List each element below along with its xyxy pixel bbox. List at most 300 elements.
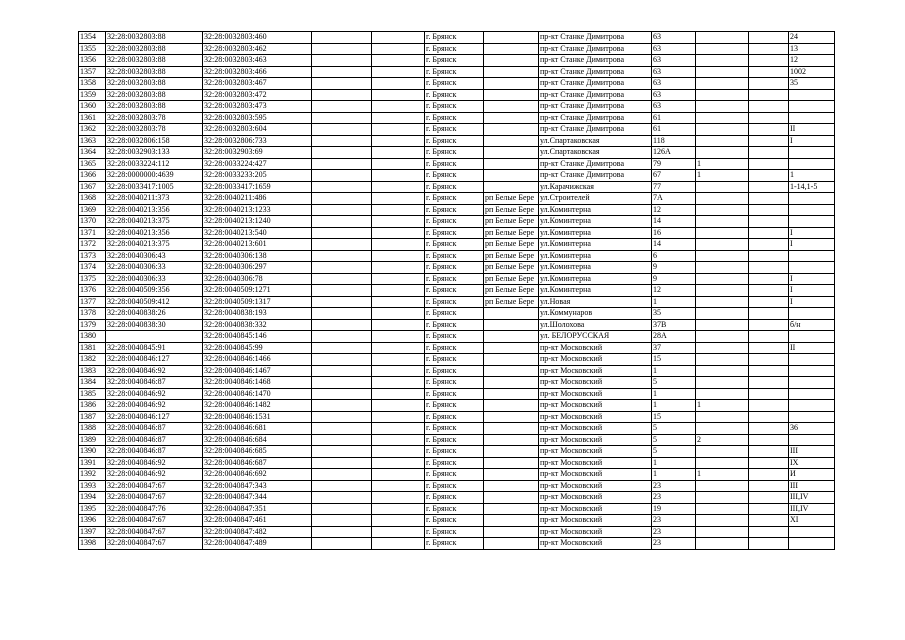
cell-row-number: 1384 (79, 377, 106, 389)
cell-corpus (749, 262, 789, 274)
cell-empty-col-5 (372, 250, 425, 262)
table-row (79, 147, 835, 159)
cell-premises: I (789, 135, 835, 147)
cell-row-number: 1385 (79, 388, 106, 400)
cell-empty-col-4 (312, 66, 372, 78)
cell-settlement (484, 112, 539, 124)
cell-premises: I (789, 285, 835, 297)
cell-row-number: 1394 (79, 492, 106, 504)
cell-empty-col-5 (372, 480, 425, 492)
cell-settlement: рп Белые Бере (484, 262, 539, 274)
cell-object-cadastral-number: 32:28:0040213:1233 (203, 204, 312, 216)
cell-premises: 1-14,1-5 (789, 181, 835, 193)
cell-corpus (749, 78, 789, 90)
cell-parcel-cadastral-number: 32:28:0040213:375 (106, 216, 203, 228)
cell-parcel-cadastral-number: 32:28:0040847:67 (106, 515, 203, 527)
cell-city: г. Брянск (425, 78, 484, 90)
cell-settlement (484, 492, 539, 504)
table-row (79, 43, 835, 55)
cell-empty-col-5 (372, 377, 425, 389)
cell-corpus (749, 273, 789, 285)
cell-city: г. Брянск (425, 101, 484, 113)
cell-premises: XI (789, 515, 835, 527)
cell-building (696, 204, 749, 216)
cell-empty-col-4 (312, 423, 372, 435)
cell-empty-col-4 (312, 124, 372, 136)
cell-settlement (484, 365, 539, 377)
cell-house-number: 12 (652, 285, 696, 297)
cell-object-cadastral-number: 32:28:0040846:1470 (203, 388, 312, 400)
cell-street: пр-кт Станке Димитрова (539, 55, 652, 67)
cell-corpus (749, 526, 789, 538)
cell-object-cadastral-number: 32:28:0040846:1531 (203, 411, 312, 423)
cell-building (696, 285, 749, 297)
cell-city: г. Брянск (425, 66, 484, 78)
table-row (79, 124, 835, 136)
cell-city: г. Брянск (425, 480, 484, 492)
cell-corpus (749, 193, 789, 205)
cell-row-number: 1392 (79, 469, 106, 481)
cell-street: пр-кт Московский (539, 480, 652, 492)
cell-house-number: 9 (652, 262, 696, 274)
cell-empty-col-5 (372, 32, 425, 44)
cell-city: г. Брянск (425, 388, 484, 400)
cell-house-number: 126А (652, 147, 696, 159)
cell-house-number: 1 (652, 388, 696, 400)
table-row (79, 273, 835, 285)
cell-settlement (484, 158, 539, 170)
cell-empty-col-5 (372, 365, 425, 377)
cell-row-number: 1391 (79, 457, 106, 469)
cell-row-number: 1389 (79, 434, 106, 446)
cell-corpus (749, 204, 789, 216)
cell-city: г. Брянск (425, 296, 484, 308)
cell-premises: б/н (789, 319, 835, 331)
cell-city: г. Брянск (425, 492, 484, 504)
cell-street: ул.Коминтерна (539, 239, 652, 251)
cell-settlement: рп Белые Бере (484, 204, 539, 216)
cell-empty-col-4 (312, 308, 372, 320)
cell-object-cadastral-number: 32:28:0040846:681 (203, 423, 312, 435)
cell-city: г. Брянск (425, 503, 484, 515)
cell-corpus (749, 124, 789, 136)
table-row (79, 377, 835, 389)
cell-house-number: 35 (652, 308, 696, 320)
cell-corpus (749, 446, 789, 458)
cell-object-cadastral-number: 32:28:0040847:461 (203, 515, 312, 527)
cell-street: ул.Спартаковская (539, 135, 652, 147)
cell-city: г. Брянск (425, 43, 484, 55)
cell-settlement (484, 377, 539, 389)
cell-street: пр-кт Станке Димитрова (539, 112, 652, 124)
cell-empty-col-4 (312, 55, 372, 67)
cell-corpus (749, 480, 789, 492)
cell-city: г. Брянск (425, 308, 484, 320)
cell-building (696, 216, 749, 228)
cell-empty-col-5 (372, 204, 425, 216)
cell-street: пр-кт Московский (539, 411, 652, 423)
cell-premises (789, 411, 835, 423)
cell-city: г. Брянск (425, 170, 484, 182)
cell-empty-col-5 (372, 239, 425, 251)
cell-street: ул.Коминтерна (539, 250, 652, 262)
cell-row-number: 1367 (79, 181, 106, 193)
cell-row-number: 1398 (79, 538, 106, 550)
cell-settlement: рп Белые Бере (484, 296, 539, 308)
cell-settlement (484, 434, 539, 446)
cell-city: г. Брянск (425, 273, 484, 285)
cell-house-number: 77 (652, 181, 696, 193)
cell-parcel-cadastral-number: 32:28:0032803:88 (106, 43, 203, 55)
cell-row-number: 1366 (79, 170, 106, 182)
cell-building (696, 308, 749, 320)
cell-house-number: 63 (652, 32, 696, 44)
cell-empty-col-5 (372, 388, 425, 400)
cell-house-number: 19 (652, 503, 696, 515)
cell-empty-col-4 (312, 147, 372, 159)
cell-empty-col-5 (372, 469, 425, 481)
cell-empty-col-4 (312, 262, 372, 274)
cell-parcel-cadastral-number: 32:28:0032806:158 (106, 135, 203, 147)
cell-city: г. Брянск (425, 469, 484, 481)
cell-object-cadastral-number: 32:28:0032803:604 (203, 124, 312, 136)
cell-building (696, 147, 749, 159)
cell-object-cadastral-number: 32:28:0032803:467 (203, 78, 312, 90)
cell-parcel-cadastral-number: 32:28:0032803:88 (106, 78, 203, 90)
table-row (79, 434, 835, 446)
cell-premises (789, 147, 835, 159)
cell-city: г. Брянск (425, 227, 484, 239)
table-row (79, 285, 835, 297)
cell-corpus (749, 66, 789, 78)
cell-premises: 24 (789, 32, 835, 44)
cell-settlement (484, 411, 539, 423)
cell-building (696, 43, 749, 55)
cell-empty-col-4 (312, 411, 372, 423)
cell-settlement (484, 342, 539, 354)
cell-empty-col-5 (372, 423, 425, 435)
cell-object-cadastral-number: 32:28:0040847:344 (203, 492, 312, 504)
cell-corpus (749, 365, 789, 377)
cell-row-number: 1362 (79, 124, 106, 136)
cell-row-number: 1380 (79, 331, 106, 343)
cell-empty-col-4 (312, 135, 372, 147)
cell-house-number: 5 (652, 423, 696, 435)
cell-street: ул.Новая (539, 296, 652, 308)
cell-parcel-cadastral-number: 32:28:0040213:356 (106, 204, 203, 216)
cell-city: г. Брянск (425, 342, 484, 354)
cell-corpus (749, 331, 789, 343)
cell-premises (789, 377, 835, 389)
cell-building (696, 492, 749, 504)
cell-city: г. Брянск (425, 193, 484, 205)
cell-settlement (484, 55, 539, 67)
cell-row-number: 1396 (79, 515, 106, 527)
cell-row-number: 1377 (79, 296, 106, 308)
cell-parcel-cadastral-number: 32:28:0040846:127 (106, 354, 203, 366)
cell-street: ул.Карачижская (539, 181, 652, 193)
registry-table (78, 31, 835, 550)
cell-empty-col-5 (372, 354, 425, 366)
cell-building (696, 503, 749, 515)
cell-city: г. Брянск (425, 239, 484, 251)
cell-object-cadastral-number: 32:28:0040306:297 (203, 262, 312, 274)
cell-empty-col-4 (312, 89, 372, 101)
cell-empty-col-5 (372, 216, 425, 228)
cell-building: 1 (696, 400, 749, 412)
cell-parcel-cadastral-number: 32:28:0040211:373 (106, 193, 203, 205)
cell-object-cadastral-number: 32:28:0040509:1271 (203, 285, 312, 297)
cell-object-cadastral-number: 32:28:0032803:466 (203, 66, 312, 78)
cell-row-number: 1363 (79, 135, 106, 147)
cell-house-number: 15 (652, 411, 696, 423)
table-row (79, 331, 835, 343)
cell-premises (789, 434, 835, 446)
cell-empty-col-4 (312, 400, 372, 412)
cell-building (696, 32, 749, 44)
table-row (79, 239, 835, 251)
cell-empty-col-4 (312, 365, 372, 377)
cell-settlement (484, 354, 539, 366)
cell-corpus (749, 354, 789, 366)
table-row (79, 66, 835, 78)
cell-city: г. Брянск (425, 526, 484, 538)
cell-parcel-cadastral-number: 32:28:0040847:67 (106, 492, 203, 504)
cell-house-number: 23 (652, 526, 696, 538)
cell-corpus (749, 388, 789, 400)
cell-parcel-cadastral-number: 32:28:0040846:87 (106, 423, 203, 435)
cell-row-number: 1360 (79, 101, 106, 113)
cell-building (696, 354, 749, 366)
cell-premises (789, 204, 835, 216)
cell-house-number: 6 (652, 250, 696, 262)
cell-corpus (749, 457, 789, 469)
cell-object-cadastral-number: 32:28:0033224:427 (203, 158, 312, 170)
cell-object-cadastral-number: 32:28:0032803:595 (203, 112, 312, 124)
cell-empty-col-5 (372, 296, 425, 308)
cell-row-number: 1390 (79, 446, 106, 458)
cell-object-cadastral-number: 32:28:0033233:205 (203, 170, 312, 182)
cell-empty-col-4 (312, 526, 372, 538)
cell-house-number: 67 (652, 170, 696, 182)
cell-row-number: 1358 (79, 78, 106, 90)
cell-empty-col-4 (312, 331, 372, 343)
cell-corpus (749, 101, 789, 113)
cell-house-number: 37 (652, 342, 696, 354)
cell-house-number: 61 (652, 112, 696, 124)
cell-premises: III (789, 446, 835, 458)
table-row (79, 492, 835, 504)
cell-premises: III,IV (789, 503, 835, 515)
table-row (79, 204, 835, 216)
cell-premises (789, 400, 835, 412)
table-row (79, 411, 835, 423)
cell-parcel-cadastral-number: 32:28:0032803:78 (106, 112, 203, 124)
cell-city: г. Брянск (425, 446, 484, 458)
table-row (79, 319, 835, 331)
table-row (79, 170, 835, 182)
cell-corpus (749, 342, 789, 354)
table-row (79, 55, 835, 67)
cell-settlement (484, 124, 539, 136)
cell-empty-col-5 (372, 89, 425, 101)
cell-corpus (749, 55, 789, 67)
cell-house-number: 23 (652, 515, 696, 527)
cell-corpus (749, 239, 789, 251)
cell-corpus (749, 434, 789, 446)
table-row (79, 365, 835, 377)
cell-corpus (749, 492, 789, 504)
cell-empty-col-5 (372, 112, 425, 124)
cell-street: ул.Коминтерна (539, 204, 652, 216)
cell-parcel-cadastral-number: 32:28:0040846:92 (106, 469, 203, 481)
cell-city: г. Брянск (425, 32, 484, 44)
cell-row-number: 1382 (79, 354, 106, 366)
cell-settlement (484, 388, 539, 400)
cell-row-number: 1372 (79, 239, 106, 251)
cell-premises: 12 (789, 55, 835, 67)
cell-street: пр-кт Московский (539, 469, 652, 481)
cell-row-number: 1359 (79, 89, 106, 101)
cell-corpus (749, 503, 789, 515)
cell-parcel-cadastral-number: 32:28:0032803:78 (106, 124, 203, 136)
cell-house-number: 1 (652, 365, 696, 377)
cell-settlement (484, 170, 539, 182)
cell-building (696, 112, 749, 124)
cell-parcel-cadastral-number: 32:28:0040846:92 (106, 388, 203, 400)
cell-street: ул. БЕЛОРУССКАЯ (539, 331, 652, 343)
cell-object-cadastral-number: 32:28:0040847:482 (203, 526, 312, 538)
cell-city: г. Брянск (425, 124, 484, 136)
cell-street: пр-кт Станке Димитрова (539, 124, 652, 136)
table-row (79, 78, 835, 90)
cell-parcel-cadastral-number (106, 331, 203, 343)
cell-city: г. Брянск (425, 89, 484, 101)
cell-empty-col-4 (312, 480, 372, 492)
cell-building (696, 526, 749, 538)
cell-parcel-cadastral-number: 32:28:0033224:112 (106, 158, 203, 170)
cell-settlement (484, 319, 539, 331)
cell-corpus (749, 538, 789, 550)
table-row (79, 515, 835, 527)
cell-empty-col-5 (372, 262, 425, 274)
cell-premises (789, 354, 835, 366)
cell-empty-col-5 (372, 227, 425, 239)
cell-city: г. Брянск (425, 147, 484, 159)
cell-city: г. Брянск (425, 181, 484, 193)
cell-empty-col-4 (312, 216, 372, 228)
cell-object-cadastral-number: 32:28:0040211:486 (203, 193, 312, 205)
cell-building (696, 331, 749, 343)
cell-building (696, 78, 749, 90)
cell-street: ул.Коминтерна (539, 216, 652, 228)
cell-street: пр-кт Московский (539, 377, 652, 389)
cell-corpus (749, 319, 789, 331)
cell-city: г. Брянск (425, 135, 484, 147)
cell-parcel-cadastral-number: 32:28:0032803:88 (106, 32, 203, 44)
cell-empty-col-4 (312, 285, 372, 297)
cell-corpus (749, 135, 789, 147)
cell-settlement (484, 538, 539, 550)
cell-street: пр-кт Московский (539, 446, 652, 458)
cell-parcel-cadastral-number: 32:28:0032803:88 (106, 66, 203, 78)
cell-empty-col-4 (312, 250, 372, 262)
table-row (79, 32, 835, 44)
cell-parcel-cadastral-number: 32:28:0000000:4639 (106, 170, 203, 182)
cell-premises: I (789, 239, 835, 251)
cell-empty-col-5 (372, 492, 425, 504)
cell-empty-col-5 (372, 158, 425, 170)
cell-row-number: 1387 (79, 411, 106, 423)
cell-empty-col-4 (312, 296, 372, 308)
cell-empty-col-5 (372, 66, 425, 78)
cell-premises (789, 388, 835, 400)
cell-city: г. Брянск (425, 365, 484, 377)
cell-house-number: 15 (652, 354, 696, 366)
cell-empty-col-5 (372, 273, 425, 285)
cell-empty-col-5 (372, 135, 425, 147)
cell-settlement (484, 308, 539, 320)
cell-city: г. Брянск (425, 538, 484, 550)
cell-corpus (749, 400, 789, 412)
cell-settlement (484, 423, 539, 435)
table-row (79, 480, 835, 492)
cell-building (696, 538, 749, 550)
cell-empty-col-5 (372, 193, 425, 205)
cell-house-number: 63 (652, 55, 696, 67)
cell-house-number: 23 (652, 492, 696, 504)
cell-building (696, 193, 749, 205)
cell-premises (789, 112, 835, 124)
cell-premises: I (789, 273, 835, 285)
cell-parcel-cadastral-number: 32:28:0040306:33 (106, 262, 203, 274)
cell-empty-col-4 (312, 492, 372, 504)
cell-empty-col-4 (312, 78, 372, 90)
cell-empty-col-5 (372, 342, 425, 354)
cell-row-number: 1397 (79, 526, 106, 538)
cell-row-number: 1395 (79, 503, 106, 515)
cell-street: пр-кт Станке Димитрова (539, 158, 652, 170)
cell-city: г. Брянск (425, 204, 484, 216)
cell-empty-col-4 (312, 446, 372, 458)
cell-object-cadastral-number: 32:28:0032803:463 (203, 55, 312, 67)
cell-parcel-cadastral-number: 32:28:0040846:92 (106, 400, 203, 412)
cell-empty-col-5 (372, 446, 425, 458)
cell-city: г. Брянск (425, 112, 484, 124)
cell-settlement (484, 78, 539, 90)
cell-settlement: рп Белые Бере (484, 250, 539, 262)
cell-row-number: 1374 (79, 262, 106, 274)
cell-building (696, 423, 749, 435)
cell-empty-col-4 (312, 354, 372, 366)
cell-city: г. Брянск (425, 319, 484, 331)
table-row (79, 308, 835, 320)
cell-house-number: 118 (652, 135, 696, 147)
cell-parcel-cadastral-number: 32:28:0040509:356 (106, 285, 203, 297)
cell-empty-col-5 (372, 319, 425, 331)
cell-parcel-cadastral-number: 32:28:0032803:88 (106, 101, 203, 113)
cell-object-cadastral-number: 32:28:0040846:1467 (203, 365, 312, 377)
cell-object-cadastral-number: 32:28:0033417:1659 (203, 181, 312, 193)
cell-empty-col-4 (312, 319, 372, 331)
cell-empty-col-4 (312, 158, 372, 170)
cell-premises (789, 331, 835, 343)
cell-empty-col-5 (372, 457, 425, 469)
cell-object-cadastral-number: 32:28:0040846:687 (203, 457, 312, 469)
cell-building (696, 181, 749, 193)
cell-empty-col-4 (312, 43, 372, 55)
table-row (79, 469, 835, 481)
